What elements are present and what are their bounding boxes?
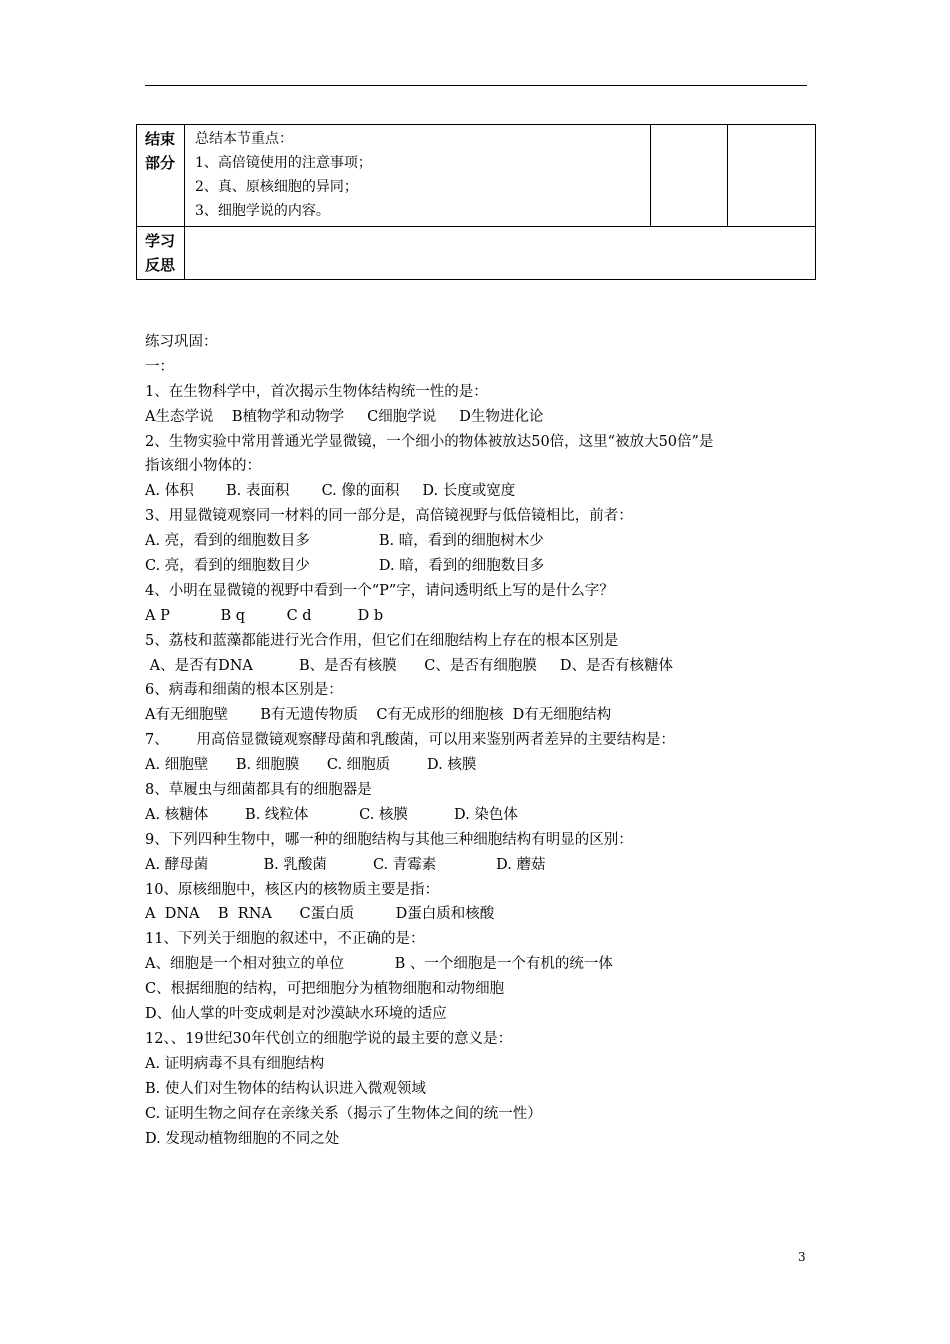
exercise-line: 9、下列四种生物中，哪一种的细胞结构与其他三种细胞结构有明显的区别： — [145, 831, 633, 848]
exercise-line: 11、下列关于细胞的叙述中，不正确的是： — [145, 931, 425, 948]
exercise-line: D、仙人掌的叶变成刺是对沙漠缺水环境的适应 — [145, 1006, 447, 1023]
exercise-line: A生态学说 B植物学和动物学 C细胞学说 D生物进化论 — [145, 408, 544, 425]
exercise-line: 7、 用高倍显微镜观察酵母菌和乳酸菌，可以用来鉴别两者差异的主要结构是： — [145, 732, 675, 749]
exercise-line: A、是否有DNA B、是否有核膜 C、是否有细胞膜 D、是否有核糖体 — [145, 657, 674, 674]
table-row — [137, 227, 816, 280]
exercise-line: A DNA B RNA C蛋白质 D蛋白质和核酸 — [145, 906, 495, 923]
exercise-line: 5、荔枝和蓝藻都能进行光合作用，但它们在细胞结构上存在的根本区别是 — [145, 632, 619, 649]
empty-cell — [728, 125, 816, 227]
row-content — [185, 125, 651, 227]
exercise-line: C、根据细胞的结构，可把细胞分为植物细胞和动物细胞 — [145, 981, 505, 998]
exercise-line: C. 亮，看到的细胞数目少 D. 暗，看到的细胞数目多 — [145, 558, 545, 575]
exercise-line: B. 使人们对生物体的结构认识进入微观领域 — [145, 1080, 426, 1097]
exercise-line: 12、、19世纪30年代创立的细胞学说的最主要的意义是： — [145, 1030, 513, 1047]
exercise-line: D. 发现动植物细胞的不同之处 — [145, 1130, 340, 1147]
exercise-line: 8、草履虫与细菌都具有的细胞器是 — [145, 782, 372, 799]
lesson-summary-table — [136, 124, 816, 280]
content-line: 1、高倍镜使用的注意事项； — [195, 155, 372, 171]
content-line: 2、真、原核细胞的异同； — [195, 179, 358, 195]
table-row — [137, 125, 816, 227]
content-line: 总结本节重点： — [195, 131, 293, 147]
exercise-line: A. 亮，看到的细胞数目多 B. 暗，看到的细胞树木少 — [145, 533, 544, 550]
exercise-line: 4、小明在显微镜的视野中看到一个“P”字，请问透明纸上写的是什么字？ — [145, 582, 614, 599]
header-rule — [145, 85, 807, 86]
exercise-section — [145, 330, 825, 1151]
reflection-cell — [185, 227, 816, 280]
row-header: 学习反思 — [137, 227, 185, 280]
exercise-line: 指该细小物体的： — [145, 458, 261, 475]
exercise-line: A、细胞是一个相对独立的单位 B 、一个细胞是一个有机的统一体 — [145, 956, 613, 973]
exercise-line: A. 体积 B. 表面积 C. 像的面积 D. 长度或宽度 — [145, 483, 516, 500]
exercise-line: A. 核糖体 B. 线粒体 C. 核膜 D. 染色体 — [145, 806, 518, 823]
empty-cell — [651, 125, 728, 227]
exercise-line: 3、用显微镜观察同一材料的同一部分是，高倍镜视野与低倍镜相比，前者： — [145, 508, 633, 525]
exercise-line: C. 证明生物之间存在亲缘关系（揭示了生物体之间的统一性） — [145, 1105, 542, 1122]
exercise-line: A有无细胞壁 B有无遗传物质 C有无成形的细胞核 D有无细胞结构 — [145, 707, 612, 724]
exercise-line: 2、生物实验中常用普通光学显微镜，一个细小的物体被放达50倍，这里“被放大50倍”是 — [145, 433, 714, 450]
exercise-line: A. 酵母菌 B. 乳酸菌 C. 青霉素 D. 蘑菇 — [145, 856, 546, 873]
exercise-line: A. 细胞壁 B. 细胞膜 C. 细胞质 D. 核膜 — [145, 757, 477, 774]
exercise-line: 1、在生物科学中，首次揭示生物体结构统一性的是： — [145, 383, 488, 400]
page-number: 3 — [798, 1250, 806, 1264]
exercise-heading: 练习巩固： — [145, 334, 218, 350]
exercise-line: A. 证明病毒不具有细胞结构 — [145, 1055, 325, 1072]
row-header: 结束部分 — [137, 125, 185, 227]
exercise-line: 10、原核细胞中，核区内的核物质主要是指： — [145, 881, 439, 898]
exercise-line: 6、病毒和细菌的根本区别是： — [145, 682, 343, 699]
exercise-line: A P B q C d D b — [145, 607, 384, 624]
content-line: 3、细胞学说的内容。 — [195, 203, 330, 219]
exercise-heading: 一： — [145, 358, 174, 375]
